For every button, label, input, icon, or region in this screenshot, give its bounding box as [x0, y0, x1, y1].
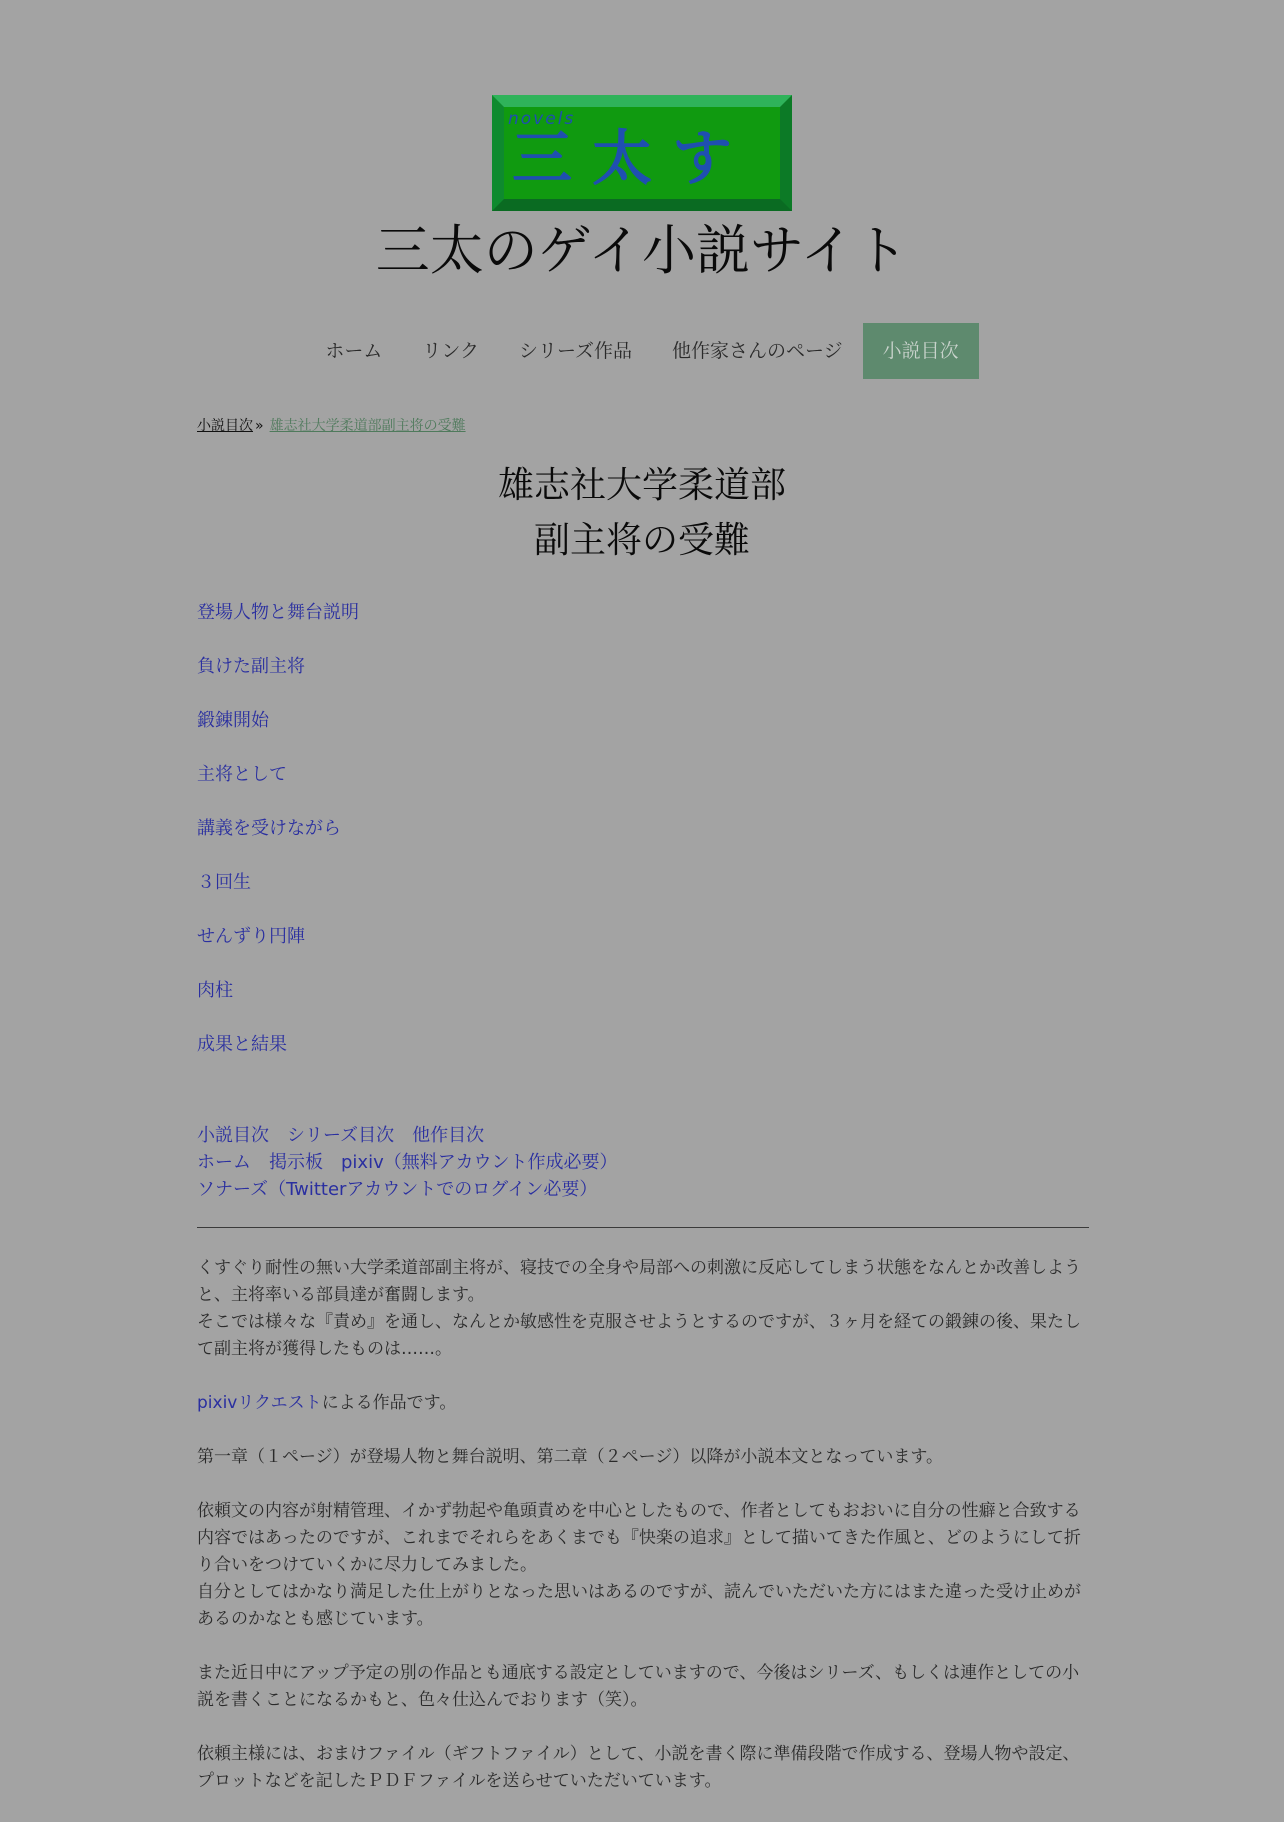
- description-paragraph: [197, 1498, 1092, 1633]
- description-paragraph: [197, 1390, 1092, 1417]
- footer-links-row: [197, 1176, 636, 1203]
- link-novel-index[interactable]: 小説目次: [197, 1125, 269, 1146]
- link-pixiv[interactable]: pixiv（無料アカウント作成必要）: [341, 1152, 618, 1173]
- chapter-list: [197, 598, 359, 1084]
- link-home[interactable]: ホーム: [197, 1152, 251, 1173]
- chapter-link[interactable]: ３回生: [197, 872, 251, 893]
- nav-item-other-authors[interactable]: 他作家さんのページ: [672, 340, 843, 362]
- link-sonars[interactable]: ソナーズ（Twitterアカウントでのログイン必要）: [197, 1179, 598, 1200]
- logo-title: 三太す: [512, 124, 752, 194]
- description-text: そこでは様々な『責め』を通し、なんとか敏感性を克服させようとするのですが、３ヶ月を経ての鍛錬の後、果たして副主将が獲得したものは……。: [197, 1312, 1081, 1359]
- link-series-index[interactable]: シリーズ目次: [287, 1125, 395, 1146]
- breadcrumb-current-link[interactable]: 雄志社大学柔道部副主将の受難: [269, 418, 466, 434]
- nav-item-novel-index[interactable]: 小説目次: [863, 323, 979, 379]
- chapter-link[interactable]: 成果と結果: [197, 1034, 287, 1055]
- link-other-works-index[interactable]: 他作目次: [412, 1125, 485, 1146]
- breadcrumb-separator: »: [255, 418, 264, 434]
- chapter-link[interactable]: 主将として: [197, 764, 287, 785]
- pixiv-request-link[interactable]: pixivリクエスト: [197, 1393, 322, 1413]
- site-logo[interactable]: [492, 95, 792, 211]
- link-bbs[interactable]: 掲示板: [269, 1152, 323, 1173]
- work-description: [197, 1255, 1092, 1822]
- description-paragraph: 第一章（１ページ）が登場人物と舞台説明、第二章（２ページ）以降が小説本文となっています。: [197, 1447, 943, 1467]
- nav-item-home[interactable]: ホーム: [325, 340, 383, 362]
- chapter-link[interactable]: 登場人物と舞台説明: [197, 602, 359, 623]
- site-title: 三太のゲイ小説サイト: [375, 219, 909, 282]
- description-text: くすぐり耐性の無い大学柔道部副主将が、寝技での全身や局部への刺激に反応してしまう状態をなんとか改善しようと、主将率いる部員達が奮闘します。: [197, 1258, 1081, 1305]
- chapter-link[interactable]: せんずり円陣: [197, 926, 305, 947]
- description-paragraph: 依頼主様には、おまけファイル（ギフトファイル）として、小説を書く際に準備段階で作成する、登場人物や設定、プロットなどを記したＰＤＦファイルを送らせていただいています。: [197, 1744, 1080, 1791]
- breadcrumb-home-link[interactable]: 小説目次: [197, 418, 253, 434]
- chapter-link[interactable]: 鍛錬開始: [197, 710, 269, 731]
- description-text: による作品です。: [321, 1393, 457, 1413]
- nav-item-links[interactable]: リンク: [422, 340, 479, 362]
- nav-item-series[interactable]: シリーズ作品: [518, 340, 633, 362]
- chapter-link[interactable]: 講義を受けながら: [197, 818, 341, 839]
- footer-links-row: [197, 1149, 636, 1176]
- chapter-link[interactable]: 負けた副主将: [197, 656, 305, 677]
- description-text: 自分としてはかなり満足した仕上がりとなった思いはあるのですが、読んでいただいた方にはまた違った受け止めがあるのかなとも感じています。: [197, 1582, 1081, 1629]
- description-text: 依頼文の内容が射精管理、イかず勃起や亀頭責めを中心としたもので、作者としてもおおいに自分の性癖と合致する内容ではあったのですが、これまでそれらをあくまでも『快楽の追求』として描いてきた作風と、どのようにして折り合いをつけていくかに尽力してみました。: [197, 1501, 1081, 1575]
- description-paragraph: [197, 1255, 1092, 1363]
- footer-links: [197, 1122, 636, 1203]
- description-paragraph: また近日中にアップ予定の別の作品とも通底する設定としていますので、今後はシリーズ、もしくは連作としての小説を書くことになるかもと、色々仕込んでおります（笑）。: [197, 1663, 1080, 1710]
- page-title: [0, 458, 1284, 568]
- main-nav: [0, 323, 1284, 379]
- breadcrumb: [197, 415, 466, 435]
- footer-links-row: [197, 1122, 636, 1149]
- page-title-line2: 副主将の受難: [533, 520, 750, 561]
- chapter-link[interactable]: 肉柱: [197, 980, 233, 1001]
- page-title-line1: 雄志社大学柔道部: [497, 465, 786, 506]
- logo-subtitle: novels: [508, 109, 576, 129]
- divider: [197, 1227, 1089, 1228]
